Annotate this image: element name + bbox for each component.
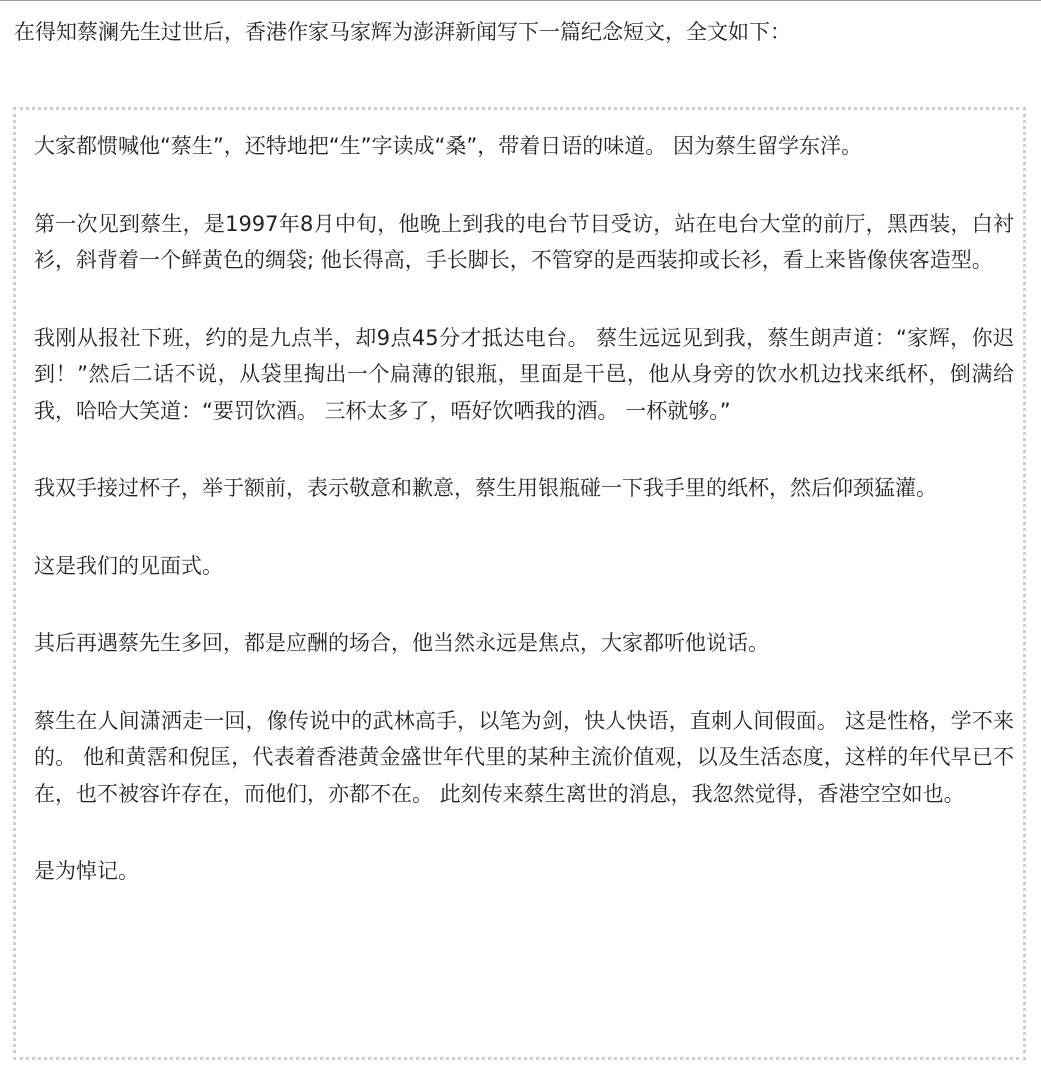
quote-box [13,107,1026,1060]
quote-paragraph: 第一次见到蔡生，是1997年8月中旬，他晚上到我的电台节目受访，站在电台大堂的前厅，黑西装，白衬衫，斜背着一个鲜黄色的绸袋; 他长得高，手长脚长，不管穿的是西装抑或长衫，看上来皆像侠客造型。 [34,211,1014,272]
quote-paragraph: 我双手接过杯子，举于额前，表示敬意和歉意，蔡生用银瓶碰一下我手里的纸杯，然后仰颈猛灌。 [34,476,937,500]
quote-paragraph: 其后再遇蔡先生多回，都是应酬的场合，他当然永远是焦点，大家都听他说话。 [34,631,769,655]
quote-body [34,128,1014,890]
top-divider [0,0,1041,1]
quote-paragraph: 这是我们的见面式。 [34,553,223,578]
quote-paragraph: 是为悼记。 [34,859,139,883]
quote-paragraph: 大家都惯喊他“蔡生”，还特地把“生”字读成“桑”，带着日语的味道。 因为蔡生留学东洋。 [34,134,862,158]
quote-paragraph: 我刚从报社下班，约的是九点半，却9点45分才抵达电台。 蔡生远远见到我，蔡生朗声道：“家辉，你迟到！”然后二话不说，从袋里掏出一个扁薄的银瓶，里面是干邑，他从身旁的饮水机边找来纸杯，倒满给我，哈哈大笑道：“要罚饮酒。 三杯太多了，唔好饮哂我的酒。 一杯就够。” [34,325,1014,423]
quote-paragraph: 蔡生在人间潇洒走一回，像传说中的武林高手，以笔为剑，快人快语，直刺人间假面。 这是性格，学不来的。 他和黄霑和倪匡，代表着香港黄金盛世年代里的某种主流价值观，以及生活态度，这样的年代早已不在，也不被容许存在，而他们，亦都不在。 此刻传来蔡生离世的消息，我忽然觉得，香港空空如也。 [34,708,1014,806]
intro-text: 在得知蔡澜先生过世后，香港作家马家辉为澎湃新闻写下一篇纪念短文，全文如下： [14,20,791,44]
